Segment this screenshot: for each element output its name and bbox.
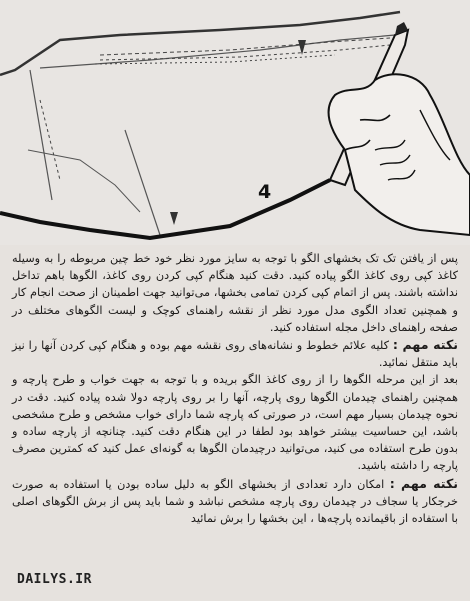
important-note-1 bbox=[12, 336, 458, 371]
pattern-drawing bbox=[0, 0, 470, 245]
instruction-paragraph-2: بعد از این مرحله الگوها را از روی کاغذ الگو بریده و با توجه به جهت خواب و طرح پارچه و همچنین راهنمای چیدمان الگوها روی پارچه، آنها را بر روی پارچه دولا شده پیاده کنید. دقت در نحوه چیدمان بسیار مهم است، در صورتی که پارچه شما دارای خواب مشخص و طرح مشخصی باشد، این حساسیت بیشتر خواهد بود لطفا در این هنگام دقت کنید. چنانچه از پارچه ساده و بدون طرح استفاده می کنید، می‌توانید درچیدمان الگوها به گونه‌ای عمل کنید که کمترین مصرف پارچه را داشته باشید. bbox=[12, 373, 458, 473]
important-note-2 bbox=[12, 475, 458, 528]
instruction-paragraph-1: پس از یافتن تک تک بخشهای الگو با توجه به سایز مورد نظر خود خط چین مربوطه را به وسیله کاغذ کپی روی کاغذ الگو پیاده کنید. دقت کنید هنگام کپی کردن روی کاغذ، الگوها باهم تداخل نداشته باشند. پس از اتمام کپی کردن تمامی بخشها، می‌توانید جهت اطمینان از صحت انجام کار و همچنین تعداد الگوی مدل مورد نظر از نقشه راهنمای کوچک و لیست الگوهای مختلف در صفحه راهنمای داخل مجله استفاده کنید. bbox=[12, 252, 458, 334]
note-text: کلیه علائم خطوط و نشانه‌های روی نقشه مهم بوده و هنگام کپی کردن آنها را نیز باید منتقل نمائید. bbox=[12, 339, 458, 370]
site-watermark: DAILYS.IR bbox=[14, 572, 95, 587]
pattern-tracing-illustration bbox=[0, 0, 470, 245]
note-title: نکته مهم : bbox=[392, 337, 459, 353]
note-text: امکان دارد تعدادی از بخشهای الگو به دلیل ساده بودن یا استفاده به صورت خرجکار یا سجاف در چیدمان روی پارچه مشخص نباشد و شما باید پس از برش الگوهای اصلی با استفاده از باقیمانده پارچه‌ها ، این بخشها را برش نمائید bbox=[12, 477, 458, 526]
note-title: نکته مهم : bbox=[389, 475, 458, 491]
figure-number: 4 bbox=[258, 181, 272, 203]
article-body bbox=[12, 250, 458, 601]
